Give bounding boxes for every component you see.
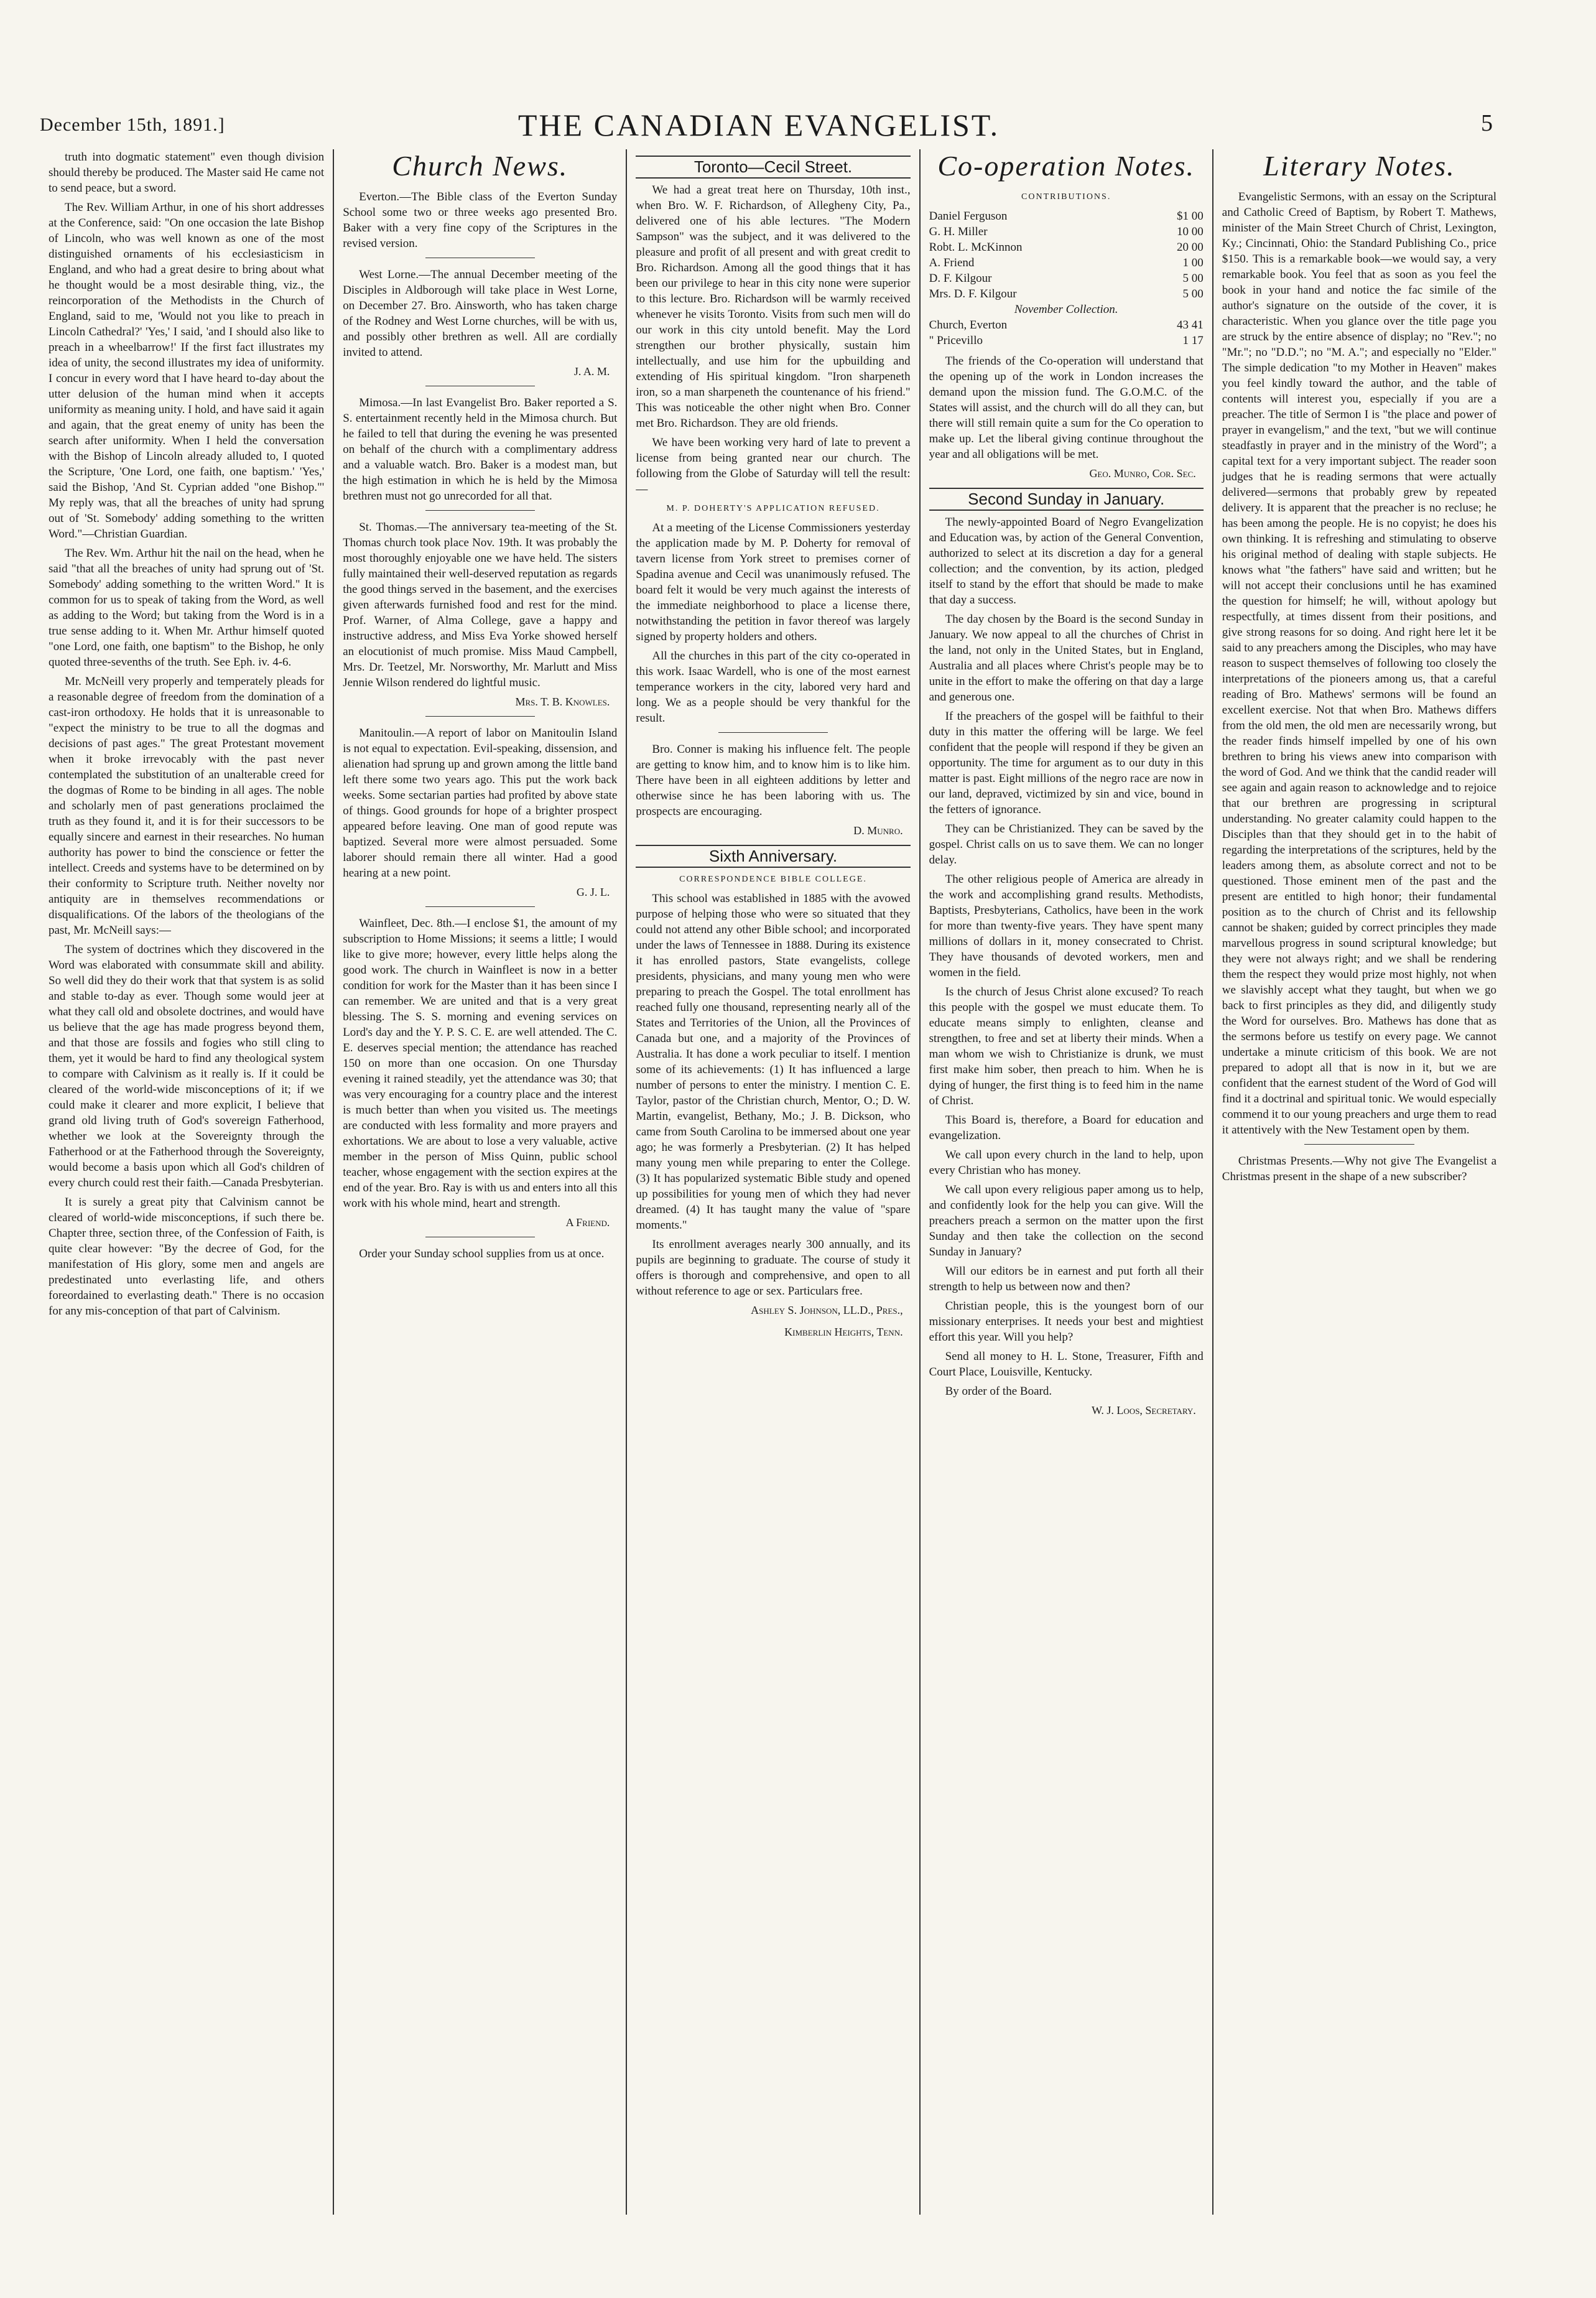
- column-editorial: [40, 149, 333, 2215]
- paragraph: If the preachers of the gospel will be faithful to their duty in this matter the offering will be large. We feel confident that the people will respond if they be given an opportunity. The time for argument as to our duty in this matter is past. Eight millions of the negro race are now in our land, depraved, victimized by sin and vice, bound in the fetters of ignorance.: [929, 710, 1204, 816]
- paragraph: This school was established in 1885 with the avowed purpose of helping those who were so situated that they could not attend any other Bible school; and incorporated under the laws of Tennessee in 1888. During its existence it has enrolled pastors, State evangelists, college presidents, physicians, and many young men who were preparing to preach the Gospel. The total enrollment has reached fully one thousand, representing nearly all of the States and Territories of the Union, all the Provinces of Canada but one, and a majority of the Provinces of Australia. It has done a work peculiar to itself. I mention some of its achievements: (1) It has influenced a large number of persons to enter the ministry. I mention C. E. Taylor, pastor of the Christian church, Mentor, O.; D. W. Martin, evangelist, Bethany, Mo.; J. B. Dickson, who came from South Carolina to be immersed about one year ago; he was formerly a Presbyterian. (2) It has helped many young men while preparing to enter the College. (3) It has popularized systematic Bible study and opened up possibilities for young men of which they had never dreamed. (4) It has taught many the value of "spare moments.": [636, 892, 911, 1232]
- paragraph: Mr. McNeill very properly and temperately pleads for a reasonable degree of freedom from the domination of a cast-iron orthodoxy. He holds that it is unreasonable to "expect the ministry to be true to all the dogmas and decisions of past ages." The great Protestant movement when it broke irrevocably with the past never contemplated the substitution of an unalterable creed for the dogmas of Rome to be binding in all ages. The noble and scholarly men of past generations proclaimed the truth as they found it, and it is for their successors to be equally sincere and earnest in their researches. No human authority has power to bind the conscience or fetter the intellect. Creeds and systems have to be determined on by their conformity to Scripture truth. Neither novelty nor antiquity are in themselves recommendations or disqualifications. Of the labors of the theologians of the past, Mr. McNeill says:—: [49, 675, 325, 937]
- signature: Geo. Munro, Cor. Sec.: [1089, 467, 1196, 480]
- column-toronto: [626, 149, 919, 2215]
- contribution-amount: 43 41: [1177, 319, 1204, 332]
- contributor-name: Church, Everton: [929, 319, 1008, 332]
- news-item: Wainfleet, Dec. 8th.—I enclose $1, the amount of my subscription to Home Missions; it seems a little; I would like to give more; however, every little helps along the good work. The church in Wainfleet is now in a better condition for work for the Master than it has been since I can remember. We are united and that is a very great blessing. The S. S. morning and evening services on Lord's day and the Y. P. S. C. E. are well attended. The C. E. deserves special mention; the attendance has reached 150 on more than one occasion. On one Thursday evening it rained steadily, yet the attendance was 30; that was very encouraging for a country place and the interest is much better than when you visited us. The meetings are conducted with less formality and more prayers and exhortations. We are about to lose a very valuable, active member in the person of Miss Quinn, public school teacher, whose engagement with the section expires at the end of the year. Bro. Ray is with us and enters into all this work with his whole mind, heart and strength.: [343, 917, 618, 1210]
- news-item: West Lorne.—The annual December meeting of the Disciples in Aldborough will take place in West Lorne, on December 27. Bro. Ainsworth, who has taken charge of the Rodney and West Lorne churches, will be with us, and possibly other brethren as well. All are cordially invited to attend.: [343, 268, 618, 359]
- table-row: [929, 208, 1204, 224]
- paper-title: THE CANADIAN EVANGELIST.: [517, 108, 1000, 142]
- divider: [1304, 1144, 1414, 1145]
- paragraph: The newly-appointed Board of Negro Evangelization and Education was, by action of the General Convention, authorized to select at its discretion a day for a general collection; and the convention, by its action, pledged itself to stand by the effort that should be made to make that day a success.: [929, 516, 1204, 607]
- paragraph: Bro. Conner is making his influence felt. The people are getting to know him, and to know him is to like him. There have been in all eighteen additions by letter and otherwise since he has been laboring with us. The prospects are encouraging.: [636, 743, 911, 818]
- paragraph: Evangelistic Sermons, with an essay on the Scriptural and Catholic Creed of Baptism, by Robert T. Mathews, minister of the Main Street Church of Christ, Lexington, Ky.; Cincinnati, Ohio: the Standard Publishing Co., price $150. This is a remarkable book—we would say, a very remarkable book. You feel that as soon as you feel the book in your hand and notice the fac simile of the author's signature on the outside of the cover, it is characteristic. When you glance over the title page you are struck by the entire absence of display; no "Rev."; no "Mr."; no "D.D."; no "M. A."; and especially no "Elder." The simple dedication "to my Mother in Heaven" makes you feel kindly toward the author, and the table of contents will interest you, especially if you are a preacher. The title of Sermon I is "the place and power of prayer in evangelism," and the text, "but we will continue steadfastly in prayer and in the ministry of the Word"; a capital text for a very important subject. The reader soon judges that he is reading sermons that were actually delivered—sermons that probably grew by repeated delivery. It is apparent that the preacher is no recluse; he has been among the people. He is no copyist; he does his own thinking. It is refreshing and stimulating to observe his original method of dealing with staple subjects. He knows what "the fathers" have said and written; but he will not accept their conclusions until he has examined the question for himself; he will, without apology but respectfully, at times dissent from their positions, and give strong reasons for so doing. And right here let it be said to any preachers among the Disciples, who may have reason to suspect themselves of following too closely the interpretations of the pioneers among us, that a careful reading of Bro. Mathews' sermons will be found an excellent exercise. Not that when Bro. Mathews differs from the old men, the old men are necessarily wrong, but the reader finds himself impelled by one of his own brethren to bring his views anew into comparison with the word of God. And we think that the candid reader will see again and again reason to acknowledge and to rejoice that our brethren are progressing in scriptural understanding. No greater calamity could happen to the Disciples than that they should get in to the habit of regarding the interpretations of the scriptures, held by the leaders among them, as absolute correct and not to be questioned. Those eminent men of the past and the present are entitled to high honor; their fundamental position as to the church of Christ and its fellowship cannot be shaken; guided by correct principles they made marvellous progress in sound scriptural knowledge; but they were not always right; and we shall be rendering them the respect they would prize most highly, not when we slavishly accept what they taught, but when we go back to first principles as they did, and diligently study the Word for ourselves. Bro. Mathews has done that as the sermons before us testify on every page. We cannot undertake a minute criticism of this book. We are not prepared to adopt all that is now in it, but we are confident that the earnest student of the Word of God will find it a doctrinal and spiritual tonic. We would especially commend it to our young preachers and urge them to read it attentively with the New Testament open by them.: [1222, 190, 1496, 1137]
- signature: Mrs. T. B. Knowles.: [515, 695, 610, 708]
- section-heading-anniversary: Sixth Anniversary.: [636, 845, 910, 868]
- column-cooperation: [919, 149, 1212, 2215]
- contribution-amount: 1 17: [1182, 334, 1204, 347]
- table-row: [929, 333, 1204, 348]
- sub-heading: CORRESPONDENCE BIBLE COLLEGE.: [679, 875, 867, 884]
- notice: Order your Sunday school supplies from us at once.: [359, 1247, 605, 1260]
- paragraph: Its enrollment averages nearly 300 annually, and its pupils are beginning to graduate. The course of study it offers is thorough and comprehensive, and open to all without reference to age or sex. Particulars free.: [636, 1238, 911, 1298]
- issue-date: December 15th, 1891.]: [40, 114, 225, 135]
- contributor-name: G. H. Miller: [929, 225, 988, 238]
- november-label: November Collection.: [1014, 303, 1118, 316]
- paragraph: The Rev. William Arthur, in one of his short addresses at the Conference, said: "On one occasion the late Bishop of Lincoln, who was well known as one of the most distinguished ornaments of his ecclesiasticism in England, and who had a great desire to bring about what he thought would be a most desirable thing, viz., the reincorporation of the Methodists in the Church of England, said to me, 'Would not you like to preach in Lincoln Cathedral?' 'Yes,' I said, 'and I should also like to preach in a wheelbarrow!' If the first fact illustrates my idea of unity, the second illustrates my idea of uniformity. I concur in every word that I have heard to-day about the utter delusion of the human mind when it accepts uniformity as meaning unity. I hold, and have said it again and again, that the great enemy of unity has been the search after uniformity. When I held the conversation with the Bishop of Lincoln already alluded to, I quoted the Scripture, 'One Lord, one faith, one baptism.' 'Yes,' said the Bishop, 'And St. Cyprian added "one Bishop."' My reply was, that all the breaches of unity had sprung out of 'St. Somebody' adding something to the written Word."—Christian Guardian.: [49, 201, 325, 541]
- news-item: Everton.—The Bible class of the Everton Sunday School some two or three weeks ago presented Bro. Baker with a very fine copy of the Scriptures in the revised version.: [343, 190, 618, 250]
- contributor-name: Mrs. D. F. Kilgour: [929, 287, 1017, 300]
- signature: A Friend.: [565, 1216, 610, 1229]
- section-heading-toronto: Toronto—Cecil Street.: [636, 156, 910, 179]
- paragraph: Christmas Presents.—Why not give The Evangelist a Christmas present in the shape of a new subscriber?: [1222, 1155, 1496, 1183]
- section-heading-church-news: Church News.: [392, 150, 568, 182]
- column-church-news: [333, 149, 626, 2215]
- paragraph: We call upon every religious paper among us to help, and confidently look for the help you can give. Will the preachers preach a sermon on the matter upon the first Sunday and then take the collection on the second Sunday in January?: [929, 1183, 1204, 1258]
- table-row: [929, 224, 1204, 240]
- table-row: [929, 271, 1204, 286]
- contributor-name: D. F. Kilgour: [929, 272, 992, 285]
- signature: J. A. M.: [573, 365, 610, 378]
- paragraph: We call upon every church in the land to help, upon every Christian who has money.: [929, 1148, 1204, 1177]
- contribution-amount: 5 00: [1182, 287, 1204, 300]
- contributions-table: [929, 208, 1204, 348]
- paragraph: The Rev. Wm. Arthur hit the nail on the head, when he said "that all the breaches of unity had sprung out of 'St. Somebody' adding something to the written Word." It is common for us to speak of taking from the Word, as well as adding to the Word; but taking from the Word is in a true sense adding to it. When Mr. Arthur himself quoted "one Lord, one faith, one baptism" to the Bishop, he only quoted three-sevenths of the truth. See Eph. iv. 4-6.: [49, 547, 325, 669]
- table-row: [929, 255, 1204, 271]
- contribution-amount: 1 00: [1182, 256, 1204, 269]
- signature: Ashley S. Johnson, LL.D., Pres.,: [751, 1304, 903, 1316]
- quote-heading: M. P. DOHERTY'S APPLICATION REFUSED.: [666, 504, 880, 513]
- columns: [40, 149, 1505, 2215]
- divider: [425, 716, 535, 717]
- news-item: St. Thomas.—The anniversary tea-meeting of the St. Thomas church took place Nov. 19th. It was probably the most thoroughly enjoyable one we have held. The sisters fully maintained their well-deserved reputation as regards the good things served in the basement, and the exercises given afterwards furnished food and rest for the mind. Prof. Warner, of Alma College, gave a happy and instructive address, and Miss Eva Yorke showed herself an elocutionist of much promise. Miss Maud Campbell, Mrs. Dr. Teetzel, Mr. Norsworthy, Mr. Marlutt and Miss Jennie Wilson rendered do lightful music.: [343, 521, 618, 689]
- divider: [425, 510, 535, 511]
- news-item: Mimosa.—In last Evangelist Bro. Baker reported a S. S. entertainment recently held in the Mimosa church. But he failed to tell that during the evening he was presented on behalf of the church with a complimentary address and a valuable watch. Bro. Baker is a modest man, but the high estimation in which he is held by the Mimosa brethren must not go unrecorded for all that.: [343, 396, 618, 503]
- signature-address: Kimberlin Heights, Tenn.: [784, 1326, 903, 1338]
- paragraph: We have been working very hard of late to prevent a license from being granted near our church. The following from the Globe of Saturday will tell the result:—: [636, 436, 911, 496]
- paragraph: All the churches in this part of the city co-operated in this work. Isaac Wardell, who is one of the most earnest temperance workers in the city, labored very hard and long. We as a people should be very thankful for the result.: [636, 649, 911, 725]
- signature: W. J. Loos, Secretary.: [1092, 1404, 1196, 1416]
- table-row: [929, 317, 1204, 333]
- contributor-name: Robt. L. McKinnon: [929, 241, 1023, 254]
- contributor-name: Daniel Ferguson: [929, 210, 1008, 223]
- paragraph: Christian people, this is the youngest born of our missionary enterprises. It needs your best and mightiest effort this year. Will you help?: [929, 1300, 1204, 1344]
- paragraph: The friends of the Co-operation will understand that the opening up of the work in London increases the demand upon the mission fund. The G.O.M.C. of the States will assist, and the church will do all they can, but there will still remain quite a sum for the Co operation to make up. Let the liberal giving continue throughout the year and all obligations will be met.: [929, 355, 1204, 461]
- running-head: [12, 87, 1505, 142]
- paragraph: The other religious people of America are already in the work and accomplishing grand results. Methodists, Baptists, Presbyterians, Catholics, have been in the work for more than twenty-five years. They have spent many millions of dollars in it, money consecrated to Christ. They have thousands of devoted workers, men and women in the field.: [929, 873, 1204, 979]
- section-heading-literary: Literary Notes.: [1263, 150, 1455, 182]
- divider: [425, 906, 535, 907]
- column-literary: [1212, 149, 1505, 2215]
- contribution-amount: 10 00: [1177, 225, 1204, 238]
- news-item: Manitoulin.—A report of labor on Manitoulin Island is not equal to expectation. Evil-speaking, dissension, and alienation had sprung up and grown among the little band left there some two years ago. This put the work back weeks. Some sectarian parties had profited by above state of things. Good grounds for hope of a brighter prospect appeared before leaving. One man of good repute was baptized. Several more were almost persuaded. Some laborer should remain there all winter. Had a good hearing at a new point.: [343, 727, 618, 880]
- paragraph: They can be Christianized. They can be saved by the gospel. Christ calls on us to save them. We can no longer delay.: [929, 822, 1204, 867]
- table-row: [929, 286, 1204, 302]
- table-row: [929, 240, 1204, 255]
- contributions-heading: CONTRIBUTIONS.: [1021, 192, 1111, 202]
- paragraph: We had a great treat here on Thursday, 10th inst., when Bro. W. F. Richardson, of Allegheny City, Pa., delivered one of his able lectures. "The Modern Sampson" was the subject, and it was delivered to the pleasure and profit of all present and with great credit to Bro. Richardson. Among all the good things that it has been our privilege to hear in this city none were superior to this lecture. Bro. Richardson will be warmly received whenever he visits Toronto. Visits from such men will do our work in this city untold benefit. May the Lord strengthen our brother physically, sustain him intellectually, and use him for the upbuilding and extending of His spiritual kingdom. "Iron sharpeneth iron, so a man sharpeneth the countenance of his friend." This was noticeable the other night when Bro. Conner met Bro. Richardson. They are old friends.: [636, 184, 911, 430]
- table-row: [929, 302, 1204, 317]
- page-number: 5: [1481, 110, 1493, 136]
- paragraph: Send all money to H. L. Stone, Treasurer, Fifth and Court Place, Louisville, Kentucky.: [929, 1350, 1204, 1379]
- paragraph: The day chosen by the Board is the second Sunday in January. We now appeal to all the churches of Christ in the land, not only in the United States, but in England, Australia and all places where Christ's people may be to unite in the effort to make the offering on that day a large and generous one.: [929, 613, 1204, 704]
- paragraph: truth into dogmatic statement" even though division should thereby be produced. The Master said He came not to send peace, but a sword.: [49, 151, 325, 195]
- signature: D. Munro.: [853, 824, 903, 837]
- paragraph: This Board is, therefore, a Board for education and evangelization.: [929, 1114, 1204, 1142]
- divider: [718, 732, 828, 733]
- signature: G. J. L.: [576, 886, 610, 898]
- newspaper-page: [12, 87, 1505, 2264]
- contributor-name: A. Friend: [929, 256, 975, 269]
- paragraph: The system of doctrines which they discovered in the Word was elaborated with consummate skill and ability. So well did they do their work that that system is as solid and stable to-day as ever. Though some would jeer at what they call old and obsolete doctrines, and would have us believe that the age has made progress beyond them, and that those are fossils and fogies who still cling to them, yet it would be hard to find any theological system to compare with Calvinism as it really is. If it could be cleared of the world-wide misconceptions of it; if we could make it clearer and more explicit, I believe that grand old living truth of God's sovereign Fatherhood, whether we look at the Sovereignty through the Fatherhood or at the Fatherhood through the Sovereignty, would become a basis upon which all God's children of every church could rest their faith.—Canada Presbyterian.: [49, 943, 325, 1189]
- quoted-paragraph: At a meeting of the License Commissioners yesterday the application made by M. P. Doherty for removal of tavern license from York street to premises corner of Spadina avenue and Cecil was unanimously refused. The board felt it would be very much against the interests of the immediate neighborhood to place a license there, notwithstanding the petition in favor thereof was largely signed by property holders and others.: [636, 521, 911, 643]
- contributor-name: " Pricevillo: [929, 334, 983, 347]
- paragraph: It is surely a great pity that Calvinism cannot be cleared of world-wide misconceptions, if such there be. Chapter three, section three, of the Confession of Faith, is quite clear however: "By the decree of God, for the manifestation of His glory, some men and angels are predestinated unto everlasting life, and others foreordained to everlasting death." There is no occasion for any mis-conception of that part of Calvinism.: [49, 1196, 325, 1318]
- contribution-amount: 5 00: [1182, 272, 1204, 285]
- contribution-amount: 20 00: [1177, 241, 1204, 254]
- section-heading-second-sunday: Second Sunday in January.: [929, 488, 1204, 511]
- contribution-amount: $1 00: [1177, 210, 1204, 223]
- section-heading-cooperation: Co-operation Notes.: [937, 150, 1195, 182]
- paragraph: By order of the Board.: [945, 1385, 1052, 1398]
- paragraph: Will our editors be in earnest and put forth all their strength to help us between now and then?: [929, 1265, 1204, 1293]
- paragraph: Is the church of Jesus Christ alone excused? To reach this people with the gospel we must educate them. To educate means simply to enlighten, cleanse and strengthen, to free and set at liberty their minds. When a man whom we wish to Christianize is drunk, we must first make him sober, then preach to him. When he is dying of hunger, the first thing is to feed him in the name of Christ.: [929, 985, 1204, 1107]
